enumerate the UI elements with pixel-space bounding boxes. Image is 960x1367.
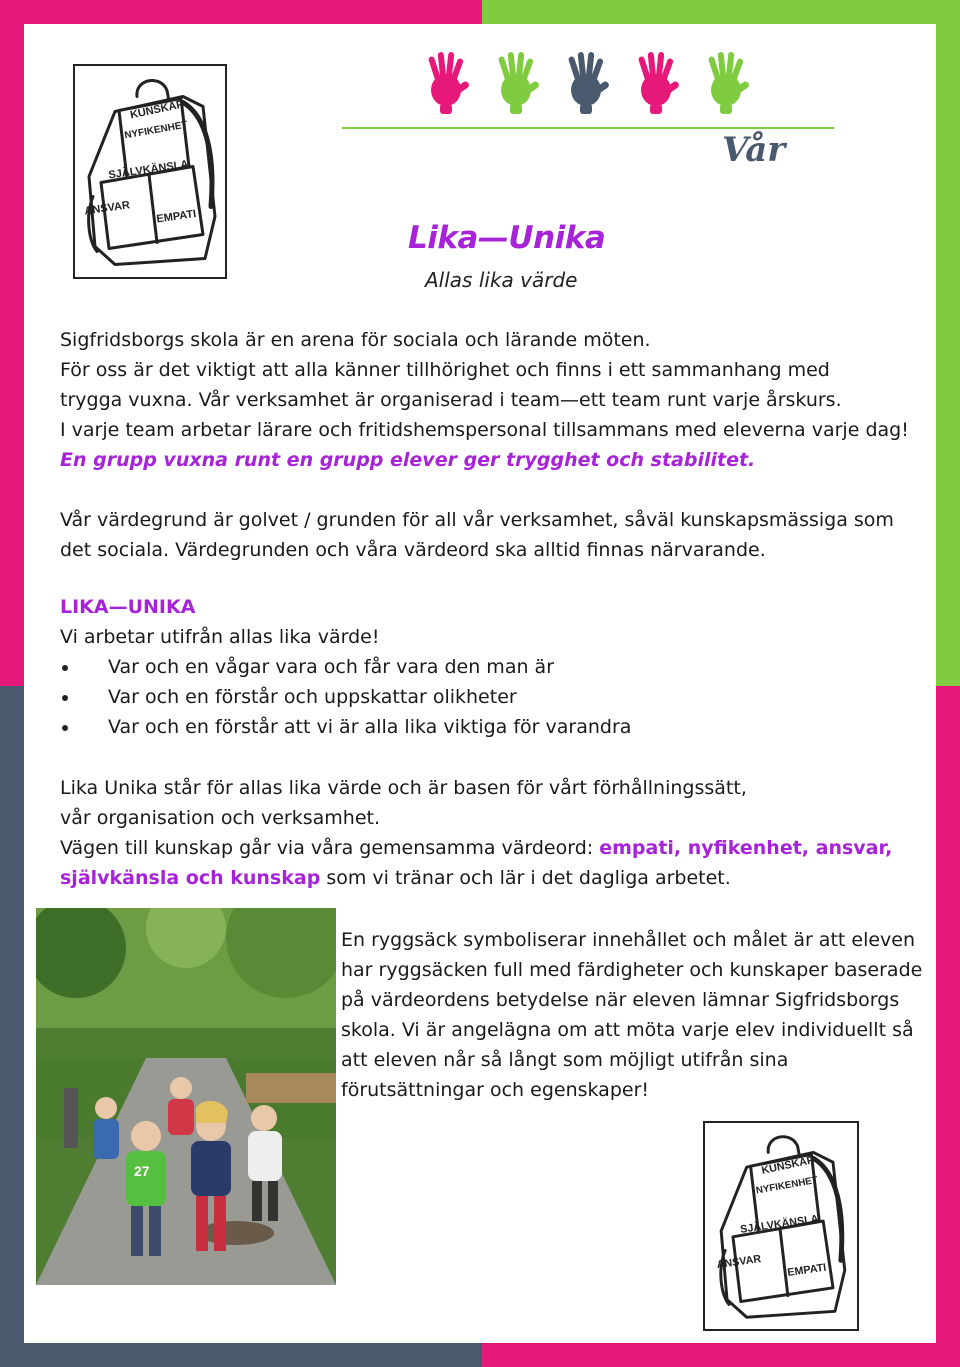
value-words: empati, nyfikenhet, ansvar, självkänsla och kunskap xyxy=(60,837,893,889)
hand-icon-green-2 xyxy=(708,52,750,114)
shirt-number: 27 xyxy=(134,1163,150,1179)
backpack-icon xyxy=(75,66,225,277)
closing-line-1: Lika Unika står för allas lika värde och är basen för vårt förhållningssätt, vår organisation och verksamhet. xyxy=(60,777,747,829)
list-item: Var och en vågar vara och får vara den man är xyxy=(60,652,920,682)
intro-line-1: Sigfridsborgs skola är en arena för sociala och lärande möten. xyxy=(60,329,651,351)
logo-word-sjalvkansla: SJÄLVKÄNSLA xyxy=(739,1212,820,1236)
logo-word-nyfikenhet: NYFIKENHET xyxy=(123,119,189,142)
backpack-icon xyxy=(705,1123,857,1329)
values-list xyxy=(60,652,920,742)
intro-section xyxy=(60,325,920,475)
page-title: Lika—Unika xyxy=(408,220,606,256)
logo-word-nyfikenhet: NYFIKENHET xyxy=(755,1174,819,1197)
logo-word-sjalvkansla: SJÄLVKÄNSLA xyxy=(107,158,190,182)
frame-right-top xyxy=(936,0,960,686)
frame-bottom-right xyxy=(482,1343,960,1367)
foundation-section xyxy=(60,505,920,565)
corner-word: Vår xyxy=(722,130,786,170)
backpack-logo xyxy=(73,64,227,279)
list-item: Var och en förstår och uppskattar olikheter xyxy=(60,682,920,712)
children-photo xyxy=(36,908,336,1285)
backpack-logo-bottom xyxy=(703,1121,859,1331)
logo-word-kunskap: KUNSKAP xyxy=(760,1154,816,1177)
intro-line-2: För oss är det viktigt att alla känner tillhörighet och finns i ett sammanhang med trygga vuxna. Vår verksamhet är organiserad i team—ett team runt varje årskurs. xyxy=(60,359,842,411)
logo-word-empati: EMPATI xyxy=(786,1261,828,1279)
intro-emphasis: En grupp vuxna runt en grupp elever ger trygghet och stabilitet. xyxy=(60,449,756,471)
closing-suffix: som vi tränar och lär i det dagliga arbetet. xyxy=(320,867,731,889)
list-item: Var och en förstår att vi är alla lika viktiga för varandra xyxy=(60,712,920,742)
hand-icon-pink xyxy=(428,52,470,114)
logo-word-empati: EMPATI xyxy=(155,208,197,226)
logo-word-kunskap: KUNSKAP xyxy=(129,98,185,122)
foundation-text: Vår värdegrund är golvet / grunden för all vår verksamhet, såväl kunskapsmässiga som det sociala. Värdegrunden och våra värdeord ska alltid finnas närvarande. xyxy=(60,509,894,561)
hand-icon-pink-2 xyxy=(638,52,680,114)
frame-right-bottom xyxy=(936,686,960,1367)
page-subtitle: Allas lika värde xyxy=(425,268,578,292)
frame-bottom-left xyxy=(0,1343,482,1367)
closing-prefix: Vägen till kunskap går via våra gemensamma värdeord: xyxy=(60,837,600,859)
closing-line-2 xyxy=(60,833,900,893)
closing-section xyxy=(60,773,900,893)
values-heading: LIKA—UNIKA xyxy=(60,596,196,618)
frame-top-right xyxy=(482,0,960,24)
intro-line-3: I varje team arbetar lärare och fritidshemspersonal tillsammans med eleverna varje dag! xyxy=(60,419,909,441)
frame-left-bottom xyxy=(0,686,24,1367)
values-lead: Vi arbetar utifrån allas lika värde! xyxy=(60,626,380,648)
header-divider xyxy=(342,127,834,129)
handprints xyxy=(418,50,758,118)
frame-left-top xyxy=(0,0,24,686)
hand-icon-green xyxy=(498,52,540,114)
logo-word-ansvar: ANSVAR xyxy=(83,199,131,218)
values-section xyxy=(60,592,920,742)
frame-top-left xyxy=(0,0,482,24)
hand-icon-slate xyxy=(568,52,610,114)
logo-word-ansvar: ANSVAR xyxy=(715,1253,762,1272)
backpack-description: En ryggsäck symboliserar innehållet och målet är att eleven har ryggsäcken full med färdigheter och kunskaper baserade på värdeordens betydelse när eleven lämnar Sigfridsborgs skola. Vi är angelägna om att möta varje elev individuellt så att eleven når så långt som möjligt utifrån sina förutsättningar och egenskaper! xyxy=(341,929,923,1101)
